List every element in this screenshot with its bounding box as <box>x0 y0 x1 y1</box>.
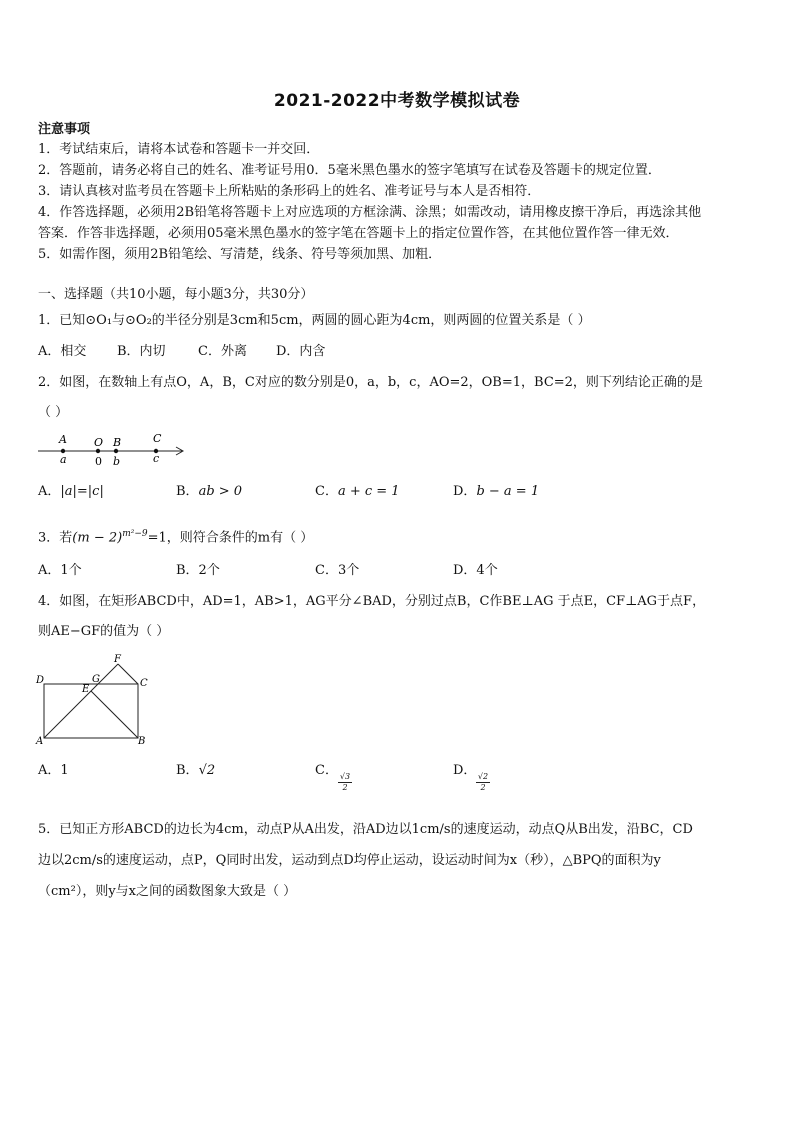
q4-c-denominator: 2 <box>342 783 348 792</box>
value-b: b <box>113 455 121 468</box>
rectangle-abcd <box>44 684 138 738</box>
q4-option-d-fraction <box>476 772 490 793</box>
q1-option-c[interactable]: C．外离 <box>198 344 247 359</box>
segment-gf <box>98 664 118 684</box>
q4-d-denominator: 2 <box>480 783 486 792</box>
label-A-rect: A <box>36 736 44 747</box>
notice-item-2: 2．答题前，请务必将自己的姓名、准考证号用0．5毫米黑色墨水的签字笔填写在试卷及答题卡的规定位置． <box>38 163 661 178</box>
q3-option-d[interactable]: D．4个 <box>453 563 498 578</box>
q2-option-b-label: B． <box>176 484 199 499</box>
q3-option-c[interactable]: C．3个 <box>315 563 360 578</box>
question-4-text-cont: 则AE−GF的值为（ ） <box>38 624 170 639</box>
notice-item-1: 1．考试结束后，请将本试卷和答题卡一并交回． <box>38 142 320 157</box>
segment-ag <box>44 684 98 738</box>
label-B: B <box>113 436 122 449</box>
point-o-dot <box>96 449 100 453</box>
rectangle-figure <box>34 652 164 748</box>
q4-option-c[interactable] <box>315 761 338 781</box>
q3-option-b[interactable]: B．2个 <box>176 563 220 578</box>
value-c: c <box>153 452 160 465</box>
q4-c-numerator: √3 <box>339 772 351 781</box>
notice-item-4-cont: 答案．作答非选择题，必须用05毫米黑色墨水的签字笔在答题卡上的指定位置作答，在其他位置作答一律无效． <box>38 226 679 241</box>
section-heading: 一、选择题（共10小题，每小题3分，共30分） <box>38 287 314 302</box>
q3-suffix: =1，则符合条件的m有（ ） <box>147 530 314 546</box>
q3-base: (m − 2) <box>72 530 123 546</box>
q3-prefix: 3．若 <box>38 530 73 546</box>
q2-option-d[interactable] <box>453 482 539 502</box>
label-O: O <box>94 436 104 449</box>
point-b-dot <box>114 449 118 453</box>
label-A: A <box>59 433 67 446</box>
q4-option-d-label: D． <box>453 763 477 778</box>
segment-be <box>91 691 138 738</box>
label-E: E <box>82 684 90 695</box>
q4-d-numerator: √2 <box>477 772 489 781</box>
q4-option-b-label: B． <box>176 763 199 778</box>
value-0: 0 <box>95 455 102 468</box>
q4-option-c-fraction <box>338 772 352 793</box>
label-C: C <box>153 432 162 445</box>
q1-option-d[interactable]: D．内含 <box>276 344 326 359</box>
question-4-text: 4．如图，在矩形ABCD中，AD=1，AB>1，AG平分∠BAD，分别过点B，C作BE⊥AG 于点E，CF⊥AG于点F， <box>38 594 706 609</box>
q2-option-a-math: |a|=|c| <box>60 484 104 499</box>
notice-item-4: 4．作答选择题，必须用2B铅笔将答题卡上对应选项的方框涂满、涂黑；如需改动，请用橡皮擦干净后，再选涂其他 <box>38 205 702 220</box>
q2-option-b[interactable] <box>176 482 242 502</box>
label-F: F <box>114 654 121 665</box>
question-5-line-2: 边以2cm/s的速度运动，点P，Q同时出发，运动到点D均停止运动，设运动时间为x（秒），△BPQ的面积为y <box>38 853 661 868</box>
q4-option-a[interactable]: A．1 <box>38 763 69 778</box>
q2-option-c-label: C． <box>315 484 338 499</box>
q2-option-a-label: A． <box>38 484 61 499</box>
q2-option-c[interactable] <box>315 482 400 502</box>
q2-option-d-math: b − a = 1 <box>476 484 540 499</box>
question-1-text: 1．已知⊙O₁与⊙O₂的半径分别是3cm和5cm，两圆的圆心距为4cm，则两圆的位置关系是（ ） <box>38 313 591 328</box>
notice-item-5: 5．如需作图，须用2B铅笔绘、写清楚，线条、符号等须加黑、加粗． <box>38 247 442 262</box>
q4-option-b[interactable] <box>176 761 215 781</box>
question-2-blank: （ ） <box>38 405 69 420</box>
q1-option-a[interactable]: A．相交 <box>38 344 87 359</box>
label-D: D <box>36 675 45 686</box>
value-a: a <box>60 453 67 466</box>
segment-cf <box>118 664 138 684</box>
q1-option-b[interactable]: B．内切 <box>117 344 166 359</box>
question-5-line-1: 5．已知正方形ABCD的边长为4cm，动点P从A出发，沿AD边以1cm/s的速度运动，动点Q从B出发，沿BC，CD <box>38 822 693 837</box>
question-3-text <box>38 524 758 548</box>
page-title: 2021-2022中考数学模拟试卷 <box>273 91 521 111</box>
q2-option-c-math: a + c = 1 <box>337 484 400 499</box>
notice-item-3: 3．请认真核对监考员在答题卡上所粘贴的条形码上的姓名、准考证号与本人是否相符． <box>38 184 541 199</box>
q2-option-d-label: D． <box>453 484 477 499</box>
number-line-figure <box>36 430 196 470</box>
label-C-rect: C <box>140 678 148 689</box>
notice-heading: 注意事项 <box>38 122 91 137</box>
q4-option-c-label: C． <box>315 763 338 778</box>
question-2-text: 2．如图，在数轴上有点O，A，B，C对应的数分别是0，a，b，c，AO=2，OB=1，BC=2，则下列结论正确的是 <box>38 375 703 390</box>
q3-option-a[interactable]: A．1个 <box>38 563 82 578</box>
q2-option-a[interactable] <box>38 482 104 502</box>
question-5-line-3: （cm²），则y与x之间的函数图象大致是（ ） <box>38 884 297 899</box>
q4-option-d[interactable] <box>453 761 476 781</box>
q4-option-b-math: √2 <box>198 763 216 778</box>
label-B-rect: B <box>138 736 146 747</box>
label-G: G <box>92 674 100 685</box>
q3-exponent: m²−9 <box>122 529 148 539</box>
q2-option-b-math: ab > 0 <box>198 484 243 499</box>
